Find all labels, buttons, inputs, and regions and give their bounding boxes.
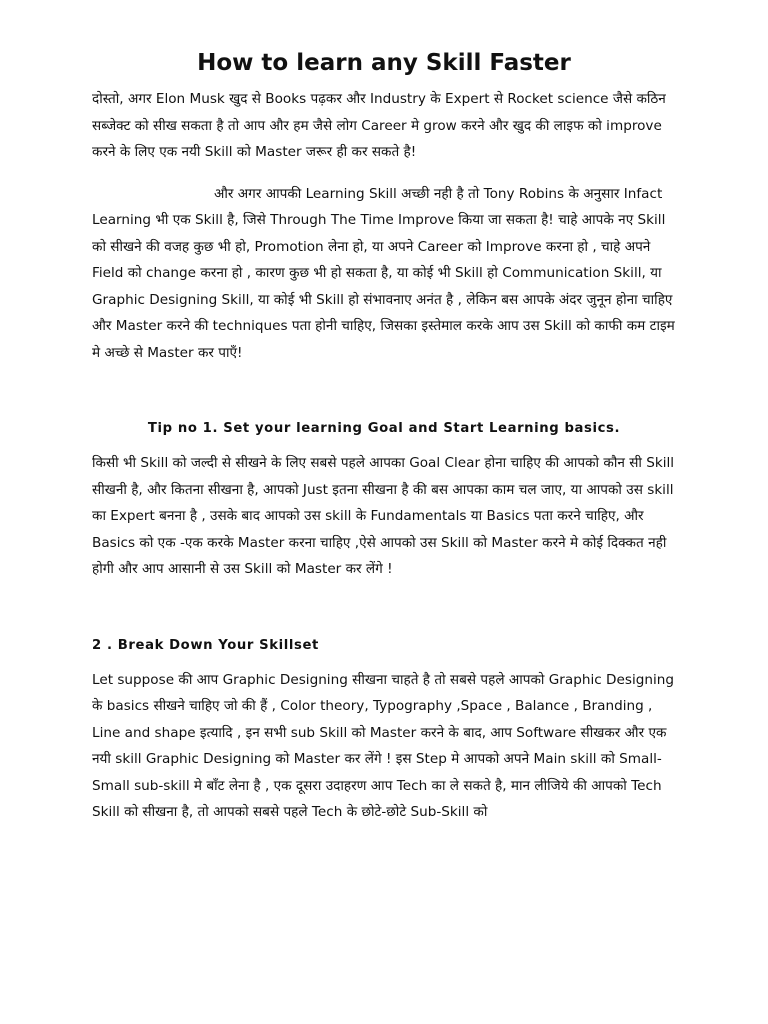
tip2-paragraph: Let suppose की आप Graphic Designing सीखना चाहते है तो सबसे पहले आपको Graphic Designing के basics सीखने चाहिए जो की हैं , Color theory, Typography ,Space , Balance , Branding , Line and shape इत्यादि , इन सभी sub Skill को Master करने के बाद, आप Software सीखकर और एक नयी skill Graphic Designing को Master कर लेंगे ! इस Step मे आपको अपने Main skill को Small-Small sub-skill मे बाँट लेना है , एक दूसरा उदाहरण आप Tech का ले सकते है, मान लीजिये की आपको Tech Skill को सीखना है, तो आपको सबसे पहले Tech के छोटे-छोटे Sub-Skill को: [92, 671, 674, 820]
intro-paragraph-1: दोस्तो, अगर Elon Musk खुद से Books पढ़कर और Industry के Expert से Rocket science जैसे कठिन सब्जेक्ट को सीख सकता है तो आप और हम जैसे लोग Career मे grow करने और खुद की लाइफ को improve करने के लिए एक नयी Skill को Master जरूर ही कर सकते है!: [92, 91, 666, 160]
intro-paragraph-2: और अगर आपकी Learning Skill अच्छी नही है तो Tony Robins के अनुसार Infact Learning भी एक Skill है, जिसे Through The Time Improve किया जा सकता है! चाहे आपके नए Skill को सीखने की वजह कुछ भी हो, Promotion लेना हो, या अपने Career को Improve करना हो , चाहे अपने Field को change करना हो , कारण कुछ भी हो सकता है, या कोई भी Skill हो Communication Skill, या Graphic Designing Skill, या कोई भी Skill हो संभावनाए अनंत है , लेकिन बस आपके अंदर जुनून होना चाहिए और Master करने की techniques पता होनी चाहिए, जिसका इस्तेमाल करके आप उस Skill को काफी कम टाइम मे अच्छे से Master कर पाएँ!: [92, 185, 675, 361]
tip1-heading: Tip no 1. Set your learning Goal and Start Learning basics.: [147, 421, 621, 436]
page-title: How to learn any Skill Faster: [197, 50, 571, 76]
tip1-paragraph: किसी भी Skill को जल्दी से सीखने के लिए सबसे पहले आपका Goal Clear होना चाहिए की आपको कौन सी Skill सीखनी है, और कितना सीखना है, आपको Just इतना सीखना है की बस आपका काम चल जाए, या आपको उस skill का Expert बनना है , उसके बाद आपको उस skill के Fundamentals या Basics पता करने चाहिए, और Basics को एक -एक करके Master करना चाहिए ,ऐसे आपको उस Skill को Master करने मे कोई दिक्कत नही होगी और आप आसानी से उस Skill को Master कर लेंगे !: [92, 455, 675, 577]
tip2-heading: 2 . Break Down Your Skillset: [92, 637, 319, 653]
